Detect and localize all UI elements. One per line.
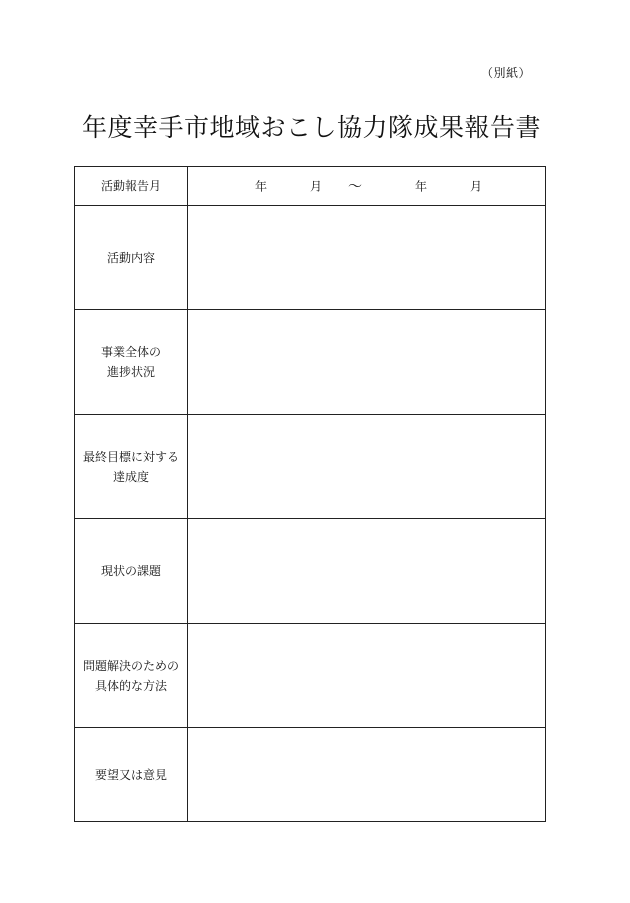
solution-methods-field[interactable] [188, 624, 546, 728]
end-year-label: 年 [415, 179, 428, 194]
start-month-label: 月 [310, 179, 323, 194]
period-row [75, 167, 546, 206]
progress-status-row [75, 310, 546, 415]
solution-methods-label: 問題解決のための 具体的な方法 [75, 624, 188, 728]
current-issues-field[interactable] [188, 519, 546, 624]
activity-content-label: 活動内容 [75, 206, 188, 310]
activity-content-row [75, 206, 546, 310]
current-issues-row [75, 519, 546, 624]
requests-opinions-row [75, 728, 546, 822]
progress-status-label: 事業全体の 進捗状況 [75, 310, 188, 415]
period-label: 活動報告月 [75, 167, 188, 206]
start-year-label: 年 [255, 179, 268, 194]
document-title: 年度幸手市地域おこし協力隊成果報告書 [81, 113, 541, 142]
requests-opinions-label: 要望又は意見 [75, 728, 188, 822]
goal-achievement-field[interactable] [188, 415, 546, 519]
progress-status-field[interactable] [188, 310, 546, 415]
activity-content-field[interactable] [188, 206, 546, 310]
end-month-label: 月 [470, 179, 483, 194]
goal-achievement-label: 最終目標に対する 達成度 [75, 415, 188, 519]
current-issues-label: 現状の課題 [75, 519, 188, 624]
report-form-table [74, 166, 546, 822]
period-field[interactable] [188, 167, 546, 206]
requests-opinions-field[interactable] [188, 728, 546, 822]
goal-achievement-row [75, 415, 546, 519]
range-tilde: ～ [348, 179, 362, 195]
attachment-label: （別紙） [480, 66, 531, 80]
solution-methods-row [75, 624, 546, 728]
